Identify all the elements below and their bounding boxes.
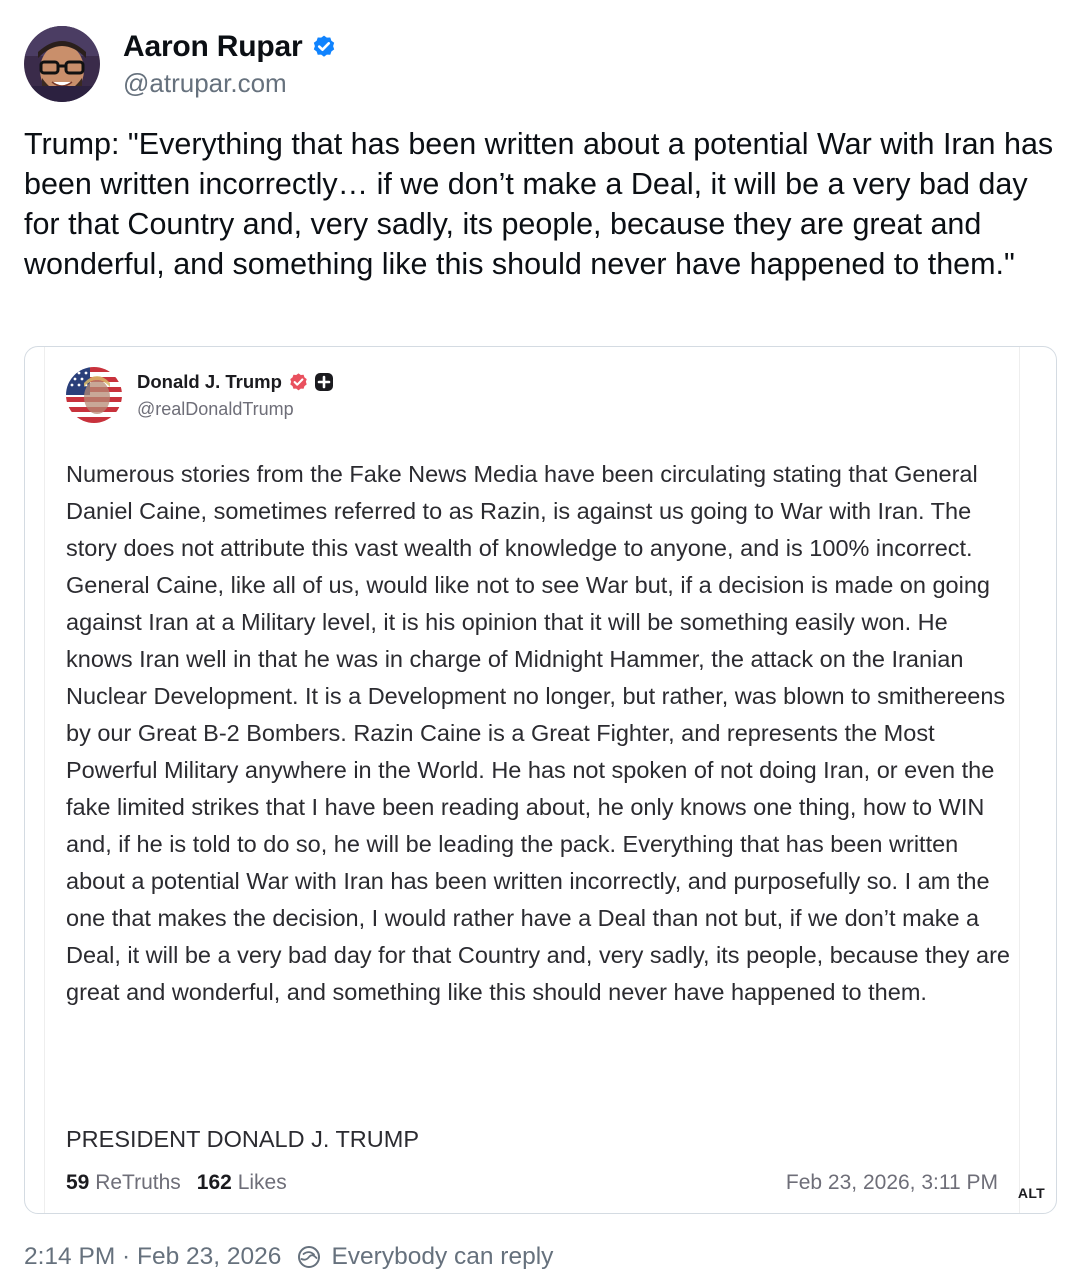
- author-handle[interactable]: @atrupar.com: [123, 68, 287, 98]
- post-date[interactable]: Feb 23, 2026: [137, 1243, 282, 1270]
- reply-settings-icon: [297, 1245, 321, 1269]
- truth-author-handle: @realDonaldTrump: [137, 399, 294, 419]
- retruths-stat: [66, 1169, 181, 1197]
- retruths-label: ReTruths: [95, 1171, 181, 1194]
- meta-separator: ·: [115, 1243, 138, 1270]
- author-info: [123, 28, 337, 100]
- likes-stat: [197, 1169, 287, 1197]
- verified-check-icon: [311, 34, 337, 60]
- truth-social-screenshot: [44, 347, 1020, 1213]
- truth-avatar: [66, 367, 122, 423]
- alt-text-button[interactable]: ALT: [1017, 1185, 1045, 1201]
- plus-badge-icon: [314, 372, 334, 392]
- author-name[interactable]: Aaron Rupar: [123, 30, 303, 63]
- flag-portrait-icon: [66, 367, 122, 423]
- avatar-photo-icon: [24, 26, 100, 102]
- verified-badge-icon: [288, 372, 309, 393]
- truth-body: Numerous stories from the Fake News Media have been circulating stating that General Daniel Caine, sometimes referred to as Razin, is against us going to War with Iran. The story does not attribute this vast wealth of knowledge to anyone, and is 100% incorrect. General Caine, like all of us, would like not to see War but, if a decision is made on going against Iran at a Military level, it is his opinion that it will be something easily won. He knows Iran well in that he was in charge of Midnight Hammer, the attack on the Iranian Nuclear Development. It is a Development no longer, but rather, was blown to smithereens by our Great B-2 Bombers. Razin Caine is a Great Fighter, and represents the Most Powerful Military anywhere in the World. He has not spoken of not doing Iran, or even the fake limited strikes that I have been reading about, he only knows one thing, how to WIN and, if he is told to do so, he will be leading the pack. Everything that has been written about a potential War with Iran has been written incorrectly, and purposefully so. I am the one that makes the decision, I would rather have a Deal than not but, if we don’t make a Deal, it will be a very bad day for that Country and, very sadly, its people, because they are great and wonderful, and something like this should never have happened to them.: [66, 461, 1010, 1005]
- post-footer: [24, 1240, 553, 1274]
- post-header: [24, 26, 337, 102]
- truth-author-name: Donald J. Trump: [137, 371, 282, 392]
- truth-signature: PRESIDENT DONALD J. TRUMP: [66, 1126, 419, 1152]
- post-text: Trump: "Everything that has been written about a potential War with Iran has been written incorrectly… if we don’t make a Deal, it will be a very bad day for that Country and, very sadly, its people, because they are great and wonderful, and something like this should never have happened to them.": [24, 127, 1054, 281]
- truth-stats: [66, 1169, 303, 1197]
- author-avatar[interactable]: [24, 26, 100, 102]
- post-time[interactable]: 2:14 PM: [24, 1243, 116, 1270]
- retruths-count: 59: [66, 1171, 90, 1194]
- likes-label: Likes: [237, 1171, 287, 1194]
- truth-header: [66, 367, 334, 423]
- truth-timestamp: Feb 23, 2026, 3:11 PM: [785, 1171, 998, 1194]
- embedded-image[interactable]: [24, 346, 1057, 1214]
- reply-setting[interactable]: Everybody can reply: [331, 1243, 554, 1270]
- truth-author: [137, 368, 334, 422]
- likes-count: 162: [196, 1171, 232, 1194]
